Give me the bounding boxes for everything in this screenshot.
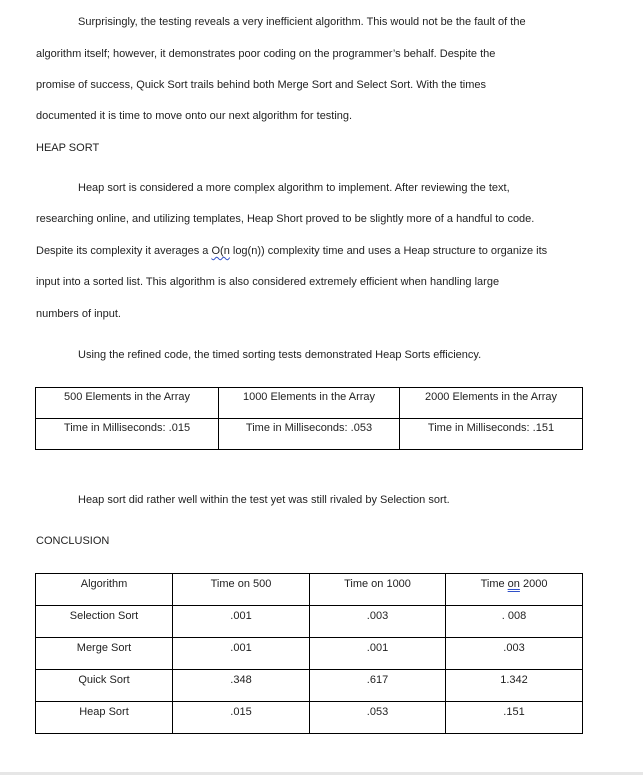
- heap-sort-timing-table: [35, 387, 583, 450]
- table-cell: .001: [173, 638, 310, 670]
- text-segment: Time: [480, 578, 508, 590]
- table-cell: 500 Elements in the Array: [36, 388, 219, 419]
- table-cell: Quick Sort: [36, 670, 173, 702]
- table-row: [36, 638, 583, 670]
- paragraph-heap-sort-line-3: [36, 244, 547, 258]
- table-cell: Time in Milliseconds: .015: [36, 419, 219, 450]
- table-cell: .348: [173, 670, 310, 702]
- table-header-cell: [446, 574, 583, 606]
- table-cell: .617: [310, 670, 446, 702]
- table-row: [36, 670, 583, 702]
- conclusion-comparison-table: [35, 573, 583, 734]
- table-cell: 1.342: [446, 670, 583, 702]
- table-cell: .015: [173, 702, 310, 734]
- paragraph-heap-result: Heap sort did rather well within the test yet was still rivaled by Selection sort.: [78, 494, 450, 506]
- paragraph-quick-sort-line-2: algorithm itself; however, it demonstrates poor coding on the programmer’s behalf. Despite the: [36, 48, 496, 60]
- table-cell: Time in Milliseconds: .151: [400, 419, 583, 450]
- paragraph-refined-code: Using the refined code, the timed sorting tests demonstrated Heap Sorts efficiency.: [78, 349, 482, 361]
- table-cell: 2000 Elements in the Array: [400, 388, 583, 419]
- table-cell: .053: [310, 702, 446, 734]
- table-header-cell: Algorithm: [36, 574, 173, 606]
- table-header-cell: Time on 1000: [310, 574, 446, 606]
- paragraph-quick-sort-line-1: Surprisingly, the testing reveals a very inefficient algorithm. This would not be the fault of the: [78, 16, 526, 28]
- table-header-cell: Time on 500: [173, 574, 310, 606]
- table-cell: . 008: [446, 606, 583, 638]
- paragraph-quick-sort-line-4: documented it is time to move onto our next algorithm for testing.: [36, 110, 353, 122]
- table-row: [36, 388, 583, 419]
- table-cell: .003: [446, 638, 583, 670]
- table-cell: .003: [310, 606, 446, 638]
- table-cell: 1000 Elements in the Array: [219, 388, 400, 419]
- text-segment: log(n)) complexity time and uses a Heap structure to organize its: [229, 245, 548, 257]
- table-row: [36, 606, 583, 638]
- table-header-row: [36, 574, 583, 606]
- paragraph-heap-sort-line-1: Heap sort is considered a more complex algorithm to implement. After reviewing the text,: [78, 182, 510, 194]
- table-cell: Time in Milliseconds: .053: [219, 419, 400, 450]
- text-segment: Despite its complexity it averages a: [36, 245, 212, 257]
- table-cell: Heap Sort: [36, 702, 173, 734]
- table-row: [36, 419, 583, 450]
- spellcheck-flagged-word[interactable]: O(n: [211, 245, 230, 257]
- heading-heap-sort: HEAP SORT: [36, 142, 100, 154]
- heading-conclusion: CONCLUSION: [36, 535, 110, 547]
- table-cell: .001: [310, 638, 446, 670]
- table-cell: Selection Sort: [36, 606, 173, 638]
- table-cell: .001: [173, 606, 310, 638]
- grammar-flagged-word[interactable]: on: [507, 578, 520, 590]
- table-row: [36, 702, 583, 734]
- text-segment: 2000: [519, 578, 548, 590]
- table-cell: Merge Sort: [36, 638, 173, 670]
- paragraph-heap-sort-line-4: input into a sorted list. This algorithm is also considered extremely efficient when handling large: [36, 276, 500, 288]
- paragraph-quick-sort-line-3: promise of success, Quick Sort trails behind both Merge Sort and Select Sort. With the times: [36, 79, 486, 91]
- paragraph-heap-sort-line-2: researching online, and utilizing templates, Heap Short proved to be slightly more of a handful to code.: [36, 213, 535, 225]
- paragraph-heap-sort-line-5: numbers of input.: [36, 308, 121, 320]
- table-cell: .151: [446, 702, 583, 734]
